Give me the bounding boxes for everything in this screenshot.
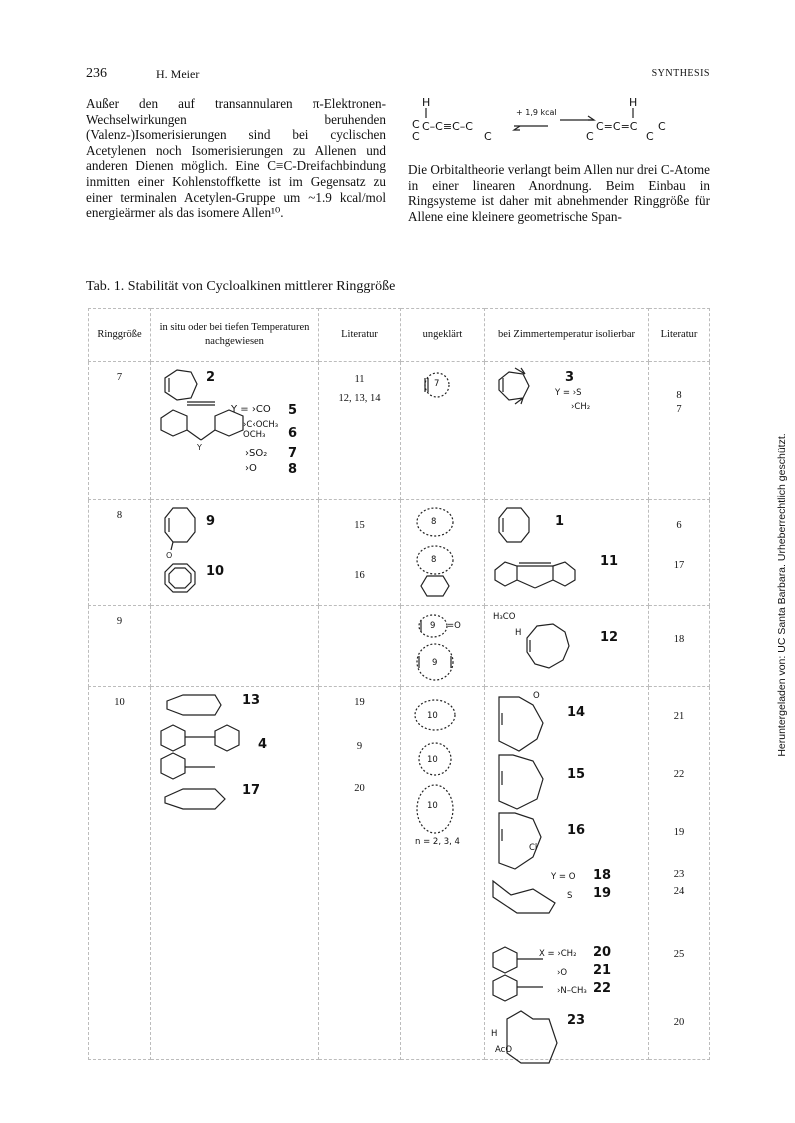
ring-size: 9	[116, 616, 123, 627]
literature-cell: 15 16	[354, 520, 365, 581]
page-header	[86, 66, 710, 82]
ring-size: 10	[114, 697, 125, 708]
cyclodecadiyne-unclear-structures	[413, 697, 463, 847]
download-watermark: Heruntergeladen von: UC Santa Barbara. Urheberrechtlich geschützt.	[776, 432, 788, 757]
unclear-cell: 9 =O 9	[401, 606, 484, 686]
header-literature: Literatur	[319, 309, 401, 362]
literature-cell: 6 17	[673, 520, 685, 571]
in-situ-cell	[151, 606, 318, 686]
svg-text:Y: Y	[197, 443, 202, 452]
literature-cell	[319, 606, 400, 686]
table-row	[89, 687, 710, 1060]
unclear-cell: 7	[401, 362, 484, 499]
cyclooctynone-structure	[159, 506, 209, 596]
table-caption: Tab. 1. Stabilität von Cycloalkinen mittlerer Ringgröße	[86, 279, 396, 294]
page-number: 236	[86, 66, 107, 81]
cyclooctyne-structure	[493, 506, 603, 596]
room-temp-cell: 3 Y = ›S ›CH₂	[485, 362, 648, 499]
literature-cell: 21 22 19 23 24 25 20	[673, 711, 685, 1028]
unclear-cell: 8 8	[401, 500, 484, 605]
table-row	[89, 362, 710, 500]
cyclodecadiyne-structures	[159, 693, 239, 825]
literature-cell: 8 7	[676, 390, 682, 415]
running-author: H. Meier	[156, 67, 200, 81]
journal-name: SYNTHESIS	[651, 68, 710, 79]
left-paragraph: Außer den auf transannularen π-Elektronen-Wechselwirkungen beruhenden (Valenz-)Isomerisierungen sind bei cyclischen Acetylenen noch Isomerisierungen zu Allenen und anderen Dienen möglich. Eine C≡C-Dreifachbindung inmitten einer Kohlenstoffkette ist im Gegensatz zu einer terminalen Acetylen-Gruppe um ~1.9 kcal/mol energieärmer als das isomere Allen¹⁰.	[86, 96, 386, 221]
room-temp-cell: 1 11	[485, 500, 648, 605]
cycloalkyne-stability-table	[88, 308, 710, 1060]
literature-cell: 19 9 20	[354, 697, 365, 794]
equation-arrow-label: + 1,9 kcal	[516, 108, 557, 117]
svg-text:O: O	[166, 551, 173, 560]
isomerization-equation: H C C–C≡C–C C C + 1,9 kcal H C C=C=C C C	[408, 96, 710, 158]
table-row	[89, 606, 710, 687]
header-unclear: ungeklärt	[401, 309, 485, 362]
in-situ-cell: 13 4 17	[151, 687, 318, 1059]
unclear-cell: 10 10 10 n = 2, 3, 4	[401, 687, 484, 1059]
table-header-row	[89, 309, 710, 362]
header-ring-size: Ringgröße	[89, 309, 151, 362]
header-in-situ: in situ oder bei tiefen Temperaturen nachgewiesen	[151, 309, 319, 362]
ring-size: 8	[116, 510, 123, 521]
methoxycyclononyne-structure	[521, 622, 581, 678]
literature-cell: 18	[673, 634, 685, 645]
room-temp-cell: H₃CO H 12	[485, 606, 648, 686]
thiacycloheptyne-structure	[495, 368, 555, 408]
right-paragraph: Die Orbitaltheorie verlangt beim Allen nur drei C-Atome in einer linearen Anordnung. Beim Einbau in Ringsysteme ist daher mit abnehmender Ringgröße für Allene eine kleinere geometrische Span-	[408, 162, 710, 224]
header-literature-2: Literatur	[649, 309, 710, 362]
in-situ-cell: O 9 10	[151, 500, 318, 605]
room-temp-cell: O 14 15 Cl 16 Y = O 18 S 19 X = ›CH₂ 20 ›O 21 ›N–CH₃ 22 23 H AcO	[485, 687, 648, 1059]
literature-cell: 11 12, 13, 14	[338, 374, 381, 404]
table-row	[89, 500, 710, 606]
ring-size: 7	[116, 372, 123, 383]
header-room-temp: bei Zimmertemperatur isolierbar	[485, 309, 649, 362]
in-situ-cell: Y 2 Y = ›CO 5 ›C‹OCH₃ OCH₃ 6 ›SO₂ 7 ›O 8	[151, 362, 318, 499]
cyclooctadiyne-structures	[415, 506, 465, 602]
